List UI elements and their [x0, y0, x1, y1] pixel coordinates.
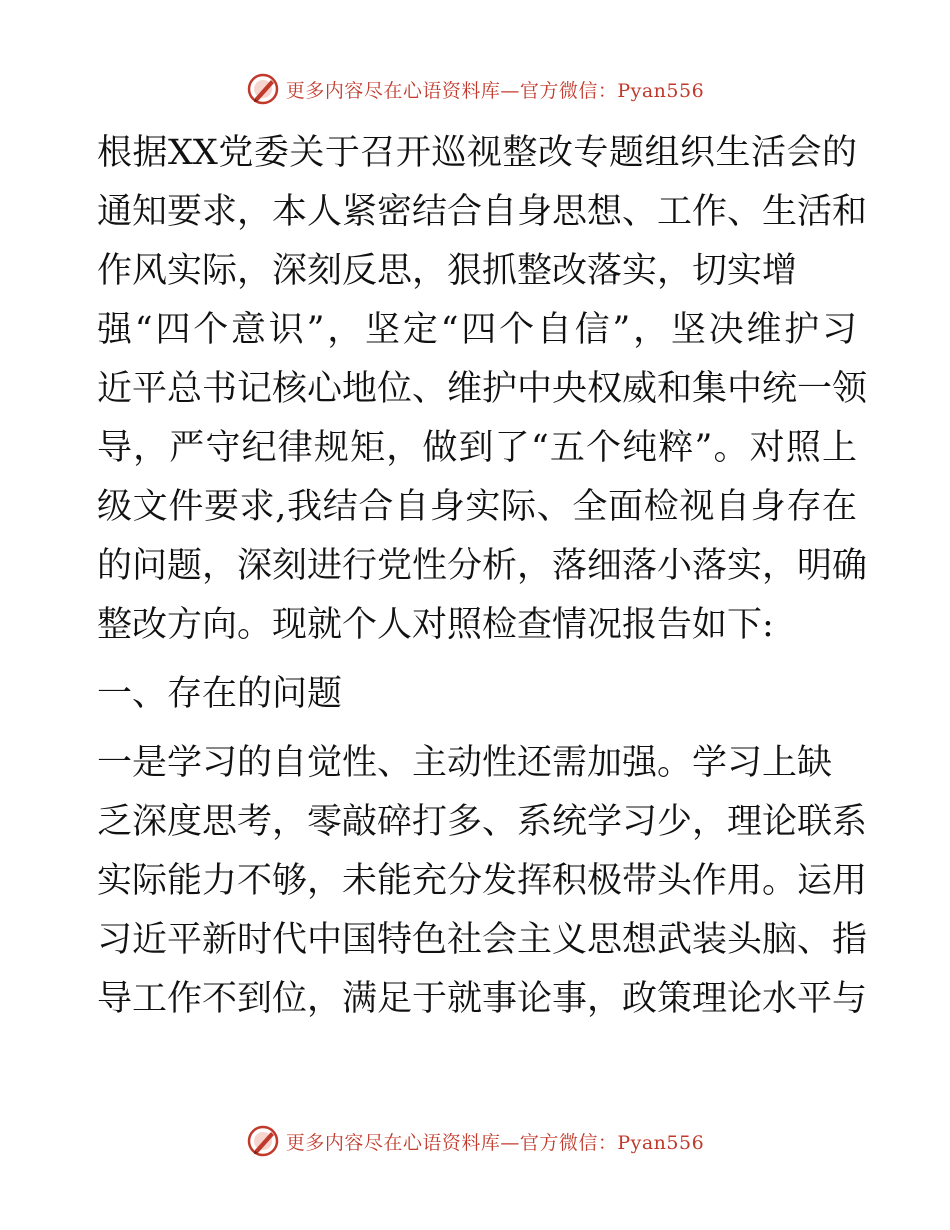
- document-body: [97, 124, 868, 1029]
- text-line: 的问题，深刻进行党性分析，落细落小落实，明确: [97, 546, 868, 586]
- text-line: 导工作不到位，满足于就事论事，政策理论水平与: [97, 979, 868, 1019]
- section-heading: 一、存在的问题: [97, 674, 343, 714]
- text-line: 习近平新时代中国特色社会主义思想武装头脑、指: [97, 920, 868, 960]
- red-pen-seal-icon: [246, 1124, 280, 1158]
- text-line: 整改方向。现就个人对照检查情况报告如下:: [97, 605, 774, 645]
- text-line: 实际能力不够，未能充分发挥积极带头作用。运用: [97, 861, 868, 901]
- intro-paragraph: [97, 124, 868, 655]
- text-line: 作风实际，深刻反思，狠抓整改落实，切实增: [97, 251, 798, 291]
- red-pen-seal-icon: [246, 72, 280, 106]
- watermark-text: 更多内容尽在心语资料库—官方微信：Pyan556: [285, 1131, 705, 1154]
- watermark-text: 更多内容尽在心语资料库—官方微信：Pyan556: [285, 79, 705, 102]
- point-paragraph: [97, 734, 868, 1029]
- header-watermark: [0, 72, 950, 106]
- text-line: 一是学习的自觉性、主动性还需加强。学习上缺: [97, 743, 833, 783]
- text-line: 导，严守纪律规矩，做到了“五个纯粹”。对照上: [97, 428, 857, 468]
- footer-watermark: [0, 1124, 950, 1158]
- text-line: 根据XX党委关于召开巡视整改专题组织生活会的: [97, 133, 857, 173]
- text-line: 乏深度思考，零敲碎打多、系统学习少，理论联系: [97, 802, 868, 842]
- text-line: 通知要求，本人紧密结合自身思想、工作、生活和: [97, 192, 868, 232]
- text-line: 近平总书记核心地位、维护中央权威和集中统一领: [97, 369, 868, 409]
- text-line: 级文件要求,我结合自身实际、全面检视自身存在: [97, 487, 857, 527]
- text-line: 强“四个意识”，坚定“四个自信”，坚决维护习: [97, 310, 857, 350]
